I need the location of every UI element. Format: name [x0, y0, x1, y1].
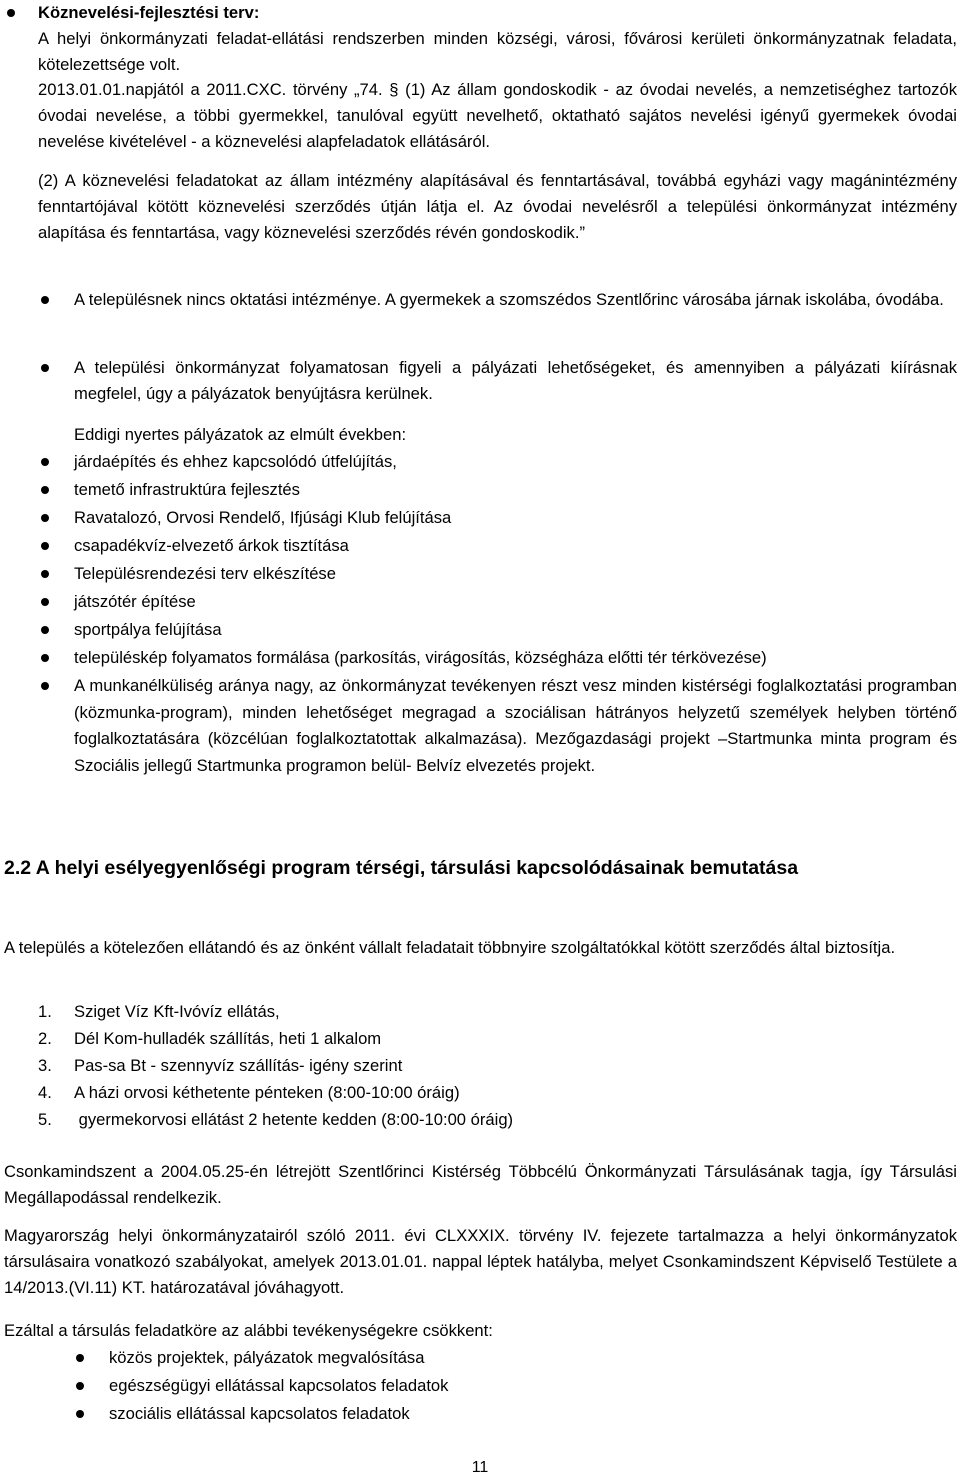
list-item: Sziget Víz Kft-Ivóvíz ellátás, [74, 1002, 280, 1021]
paragraph: (2) A köznevelési feladatokat az állam intézmény alapításával és fenntartásával, továbbá egyházi vagy magánintézmény fenntartójával kötött köznevelési szerződés útján látja el. Az óvodai nevelésről a települési önkormányzat intézmény alapítása és fenntartása, vagy köznevelési szerződés révén gondoskodik.” [38, 171, 957, 242]
bullet-icon [41, 458, 49, 466]
list-item: A települési önkormányzat folyamatosan figyeli a pályázati lehetőségeket, és amennyiben a pályázati kiírásnak megfelel, úgy a pályázatok benyújtásra kerülnek. [74, 358, 957, 403]
paragraph: Ezáltal a társulás feladatköre az alábbi tevékenységekre csökkent: [4, 1321, 493, 1340]
section-heading: Köznevelési-fejlesztési terv: [38, 3, 260, 22]
list-item: járdaépítés és ehhez kapcsolódó útfelújítás, [74, 452, 397, 471]
bullet-icon [41, 626, 49, 634]
paragraph: Csonkamindszent a 2004.05.25-én létrejött Szentlőrinci Kistérség Többcélú Önkormányzati Társulásának tagja, így Társulási Megállapodással rendelkezik. [4, 1162, 957, 1207]
list-item: gyermekorvosi ellátást 2 hetente kedden (8:00-10:00 óráig) [74, 1110, 514, 1129]
list-intro: Eddigi nyertes pályázatok az elmúlt években: [74, 425, 407, 444]
bullet-icon [41, 514, 49, 522]
list-item: Ravatalozó, Orvosi Rendelő, Ifjúsági Klub felújítása [74, 508, 452, 527]
list-item: egészségügyi ellátással kapcsolatos feladatok [109, 1376, 449, 1395]
list-item: Pas-sa Bt - szennyvíz szállítás- igény szerint [74, 1056, 403, 1075]
bullet-icon [41, 570, 49, 578]
list-number: 2. [38, 1029, 52, 1048]
bullet-icon [41, 542, 49, 550]
list-item: játszótér építése [74, 592, 196, 611]
list-item: sportpálya felújítása [74, 620, 222, 639]
bullet-icon [41, 296, 49, 304]
list-item: Településrendezési terv elkészítése [74, 564, 336, 583]
list-item: Dél Kom-hulladék szállítás, heti 1 alkalom [74, 1029, 382, 1048]
bullet-icon [76, 1410, 84, 1418]
bullet-icon [76, 1382, 84, 1390]
list-item: A településnek nincs oktatási intézménye. A gyermekek a szomszédos Szentlőrinc városába járnak iskolába, óvodába. [74, 290, 944, 309]
paragraph: Magyarország helyi önkormányzatairól szóló 2011. évi CLXXXIX. törvény IV. fejezete tartalmazza a helyi önkormányzatok társulásaira vonatkozó szabályokat, amelyek 2013.01.01. nappal léptek hatályba, melyet Csonkamindszent Képviselő Testülete a 14/2013.(VI.11) KT. határozatával jóváhagyott. [4, 1226, 957, 1297]
bullet-icon [41, 598, 49, 606]
list-number: 4. [38, 1083, 52, 1102]
bullet-icon [41, 682, 49, 690]
bullet-icon [41, 364, 49, 372]
list-number: 1. [38, 1002, 52, 1021]
list-item: közös projektek, pályázatok megvalósítása [109, 1348, 425, 1367]
list-number: 3. [38, 1056, 52, 1075]
bullet-icon [7, 9, 15, 17]
list-item: településkép folyamatos formálása (parkosítás, virágosítás, községháza előtti tér térkövezése) [74, 648, 767, 667]
bullet-icon [41, 486, 49, 494]
list-item: temető infrastruktúra fejlesztés [74, 480, 300, 499]
bullet-icon [41, 654, 49, 662]
bullet-icon [76, 1354, 84, 1362]
page-number: 11 [471, 1459, 489, 1476]
list-item: A házi orvosi kéthetente pénteken (8:00-10:00 óráig) [74, 1083, 460, 1102]
paragraph: A helyi önkormányzati feladat-ellátási rendszerben minden községi, városi, fővárosi kerületi önkormányzatnak feladata, kötelezettsége volt. [38, 29, 957, 74]
paragraph: 2013.01.01.napjától a 2011.CXC. törvény „74. § (1) Az állam gondoskodik - az óvodai nevelés, a nemzetiséghez tartozók óvodai nevelése, a többi gyermekkel, tanulóval együtt nevelhető, oktatható sajátos nevelési igényű gyermekek óvodai nevelése kivételével - a köznevelési alapfeladatok ellátásáról. [38, 80, 957, 151]
list-item: szociális ellátással kapcsolatos feladatok [109, 1404, 410, 1423]
section-title: 2.2 A helyi esélyegyenlőségi program térségi, társulási kapcsolódásainak bemutatása [4, 857, 799, 879]
paragraph: A település a kötelezően ellátandó és az önként vállalt feladatait többnyire szolgáltatókkal kötött szerződés által biztosítja. [4, 938, 896, 957]
list-number: 5. [38, 1110, 52, 1129]
list-item: csapadékvíz-elvezető árkok tisztítása [74, 536, 349, 555]
list-item: A munkanélküliség aránya nagy, az önkormányzat tevékenyen részt vesz minden kistérségi foglalkoztatási programban (közmunka-program), minden lehetőséget megragad a szociálisan hátrányos helyzetű személyek helyben történő foglalkoztatására (közcélúan foglalkoztatottak alkalmazása). Mezőgazdasági projekt –Startmunka minta program és Szociális jellegű Startmunka programon belül- Belvíz elvezetés projekt. [74, 676, 957, 775]
